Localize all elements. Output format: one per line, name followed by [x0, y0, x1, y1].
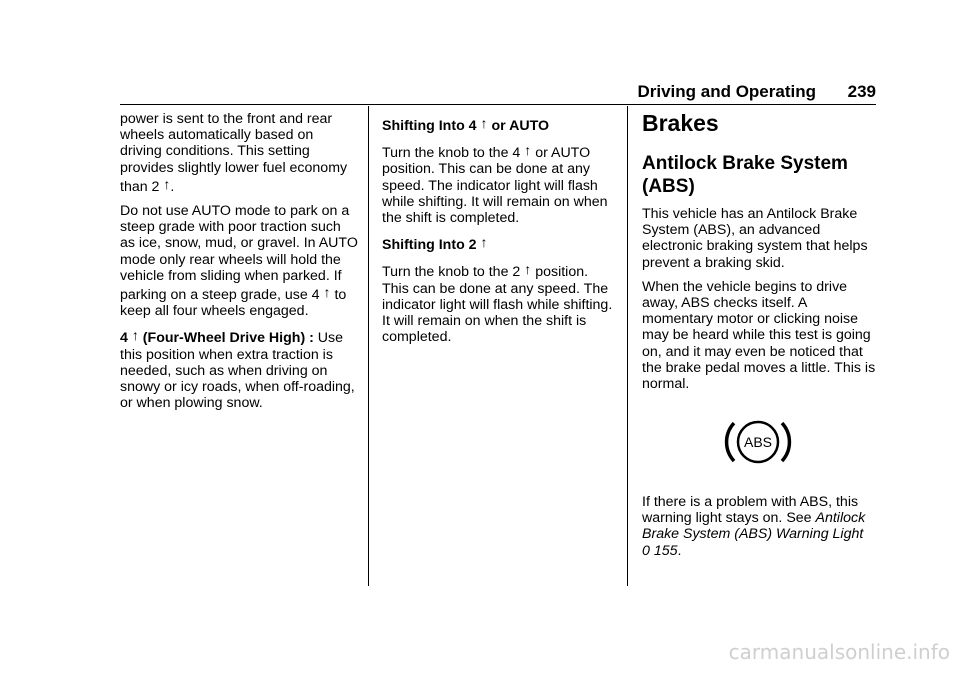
paragraph: Turn the knob to the 4 ↑ or AUTO position. This can be done at any speed. The indicator light will flash while shifting. It will remain on when the shift is completed.: [382, 142, 608, 227]
page-number: 239: [847, 82, 876, 101]
paragraph: Do not use AUTO mode to park on a steep grade with poor traction such as ice, snow, mud, or gravel. In AUTO mode only rear wheels will hold the vehicle from sliding when parked. If parking on a steep grade, use 4 ↑ to keep all four wheels engaged.: [120, 203, 358, 320]
column-divider-left: [368, 106, 369, 586]
subheading: Shifting Into 2 ↑: [382, 234, 488, 254]
abs-icon-label: ABS: [743, 434, 773, 450]
paragraph: power is sent to the front and rear wheels automatically based on driving conditions. This setting provides slightly lower fuel economy than 2 ↑.: [120, 111, 348, 195]
page-ref-icon: 0: [642, 542, 650, 559]
abs-warning-light-icon: [724, 415, 792, 469]
paragraph: If there is a problem with ABS, this warning light stays on. See Antilock Brake System (ABS) Warning Light 0 155.: [642, 494, 866, 559]
section-title: Driving and Operating: [637, 82, 816, 101]
drive-mode-arrow-icon: ↑: [163, 175, 171, 192]
section-heading: Brakes: [642, 110, 719, 136]
paragraph: This vehicle has an Antilock Brake System (ABS), an advanced electronic braking system that helps prevent a braking skid.: [642, 206, 868, 271]
drive-mode-arrow-icon: ↑: [524, 261, 532, 278]
paragraph: When the vehicle begins to drive away, ABS checks itself. A momentary motor or clicking noise may be heard while this test is going on, and it may even be noticed that the brake pedal moves a little. This is normal.: [642, 278, 876, 393]
page-ref-link[interactable]: 155: [653, 542, 678, 559]
drive-mode-arrow-icon: ↑: [524, 142, 532, 159]
drive-mode-arrow-icon: ↑: [480, 115, 488, 131]
paragraph: Turn the knob to the 2 ↑ position. This can be done at any speed. The indicator light will flash while shifting. It will remain on when the shift is completed.: [382, 261, 613, 346]
subheading: Shifting Into 4 ↑ or AUTO: [382, 115, 550, 134]
header-rule: [120, 104, 876, 105]
drive-mode-arrow-icon: ↑: [480, 234, 488, 251]
watermark: carmanualsonline.info: [728, 640, 950, 664]
drive-mode-arrow-icon: ↑: [131, 327, 139, 344]
column-1: [120, 111, 358, 419]
abs-warning-light-link[interactable]: Antilock Brake System (ABS) Warning Light: [642, 510, 866, 543]
column-divider-right: [627, 106, 628, 586]
subsection-heading: Antilock Brake System (ABS): [642, 153, 848, 197]
column-3-lower: [642, 494, 880, 567]
paragraph: 4 ↑ (Four-Wheel Drive High) : Use this position when extra traction is needed, such as when driving on snowy or icy roads, when off-roading, or when plowing snow.: [120, 327, 355, 412]
drive-mode-arrow-icon: ↑: [323, 284, 331, 301]
column-3: [642, 110, 880, 400]
column-2: [382, 115, 618, 353]
